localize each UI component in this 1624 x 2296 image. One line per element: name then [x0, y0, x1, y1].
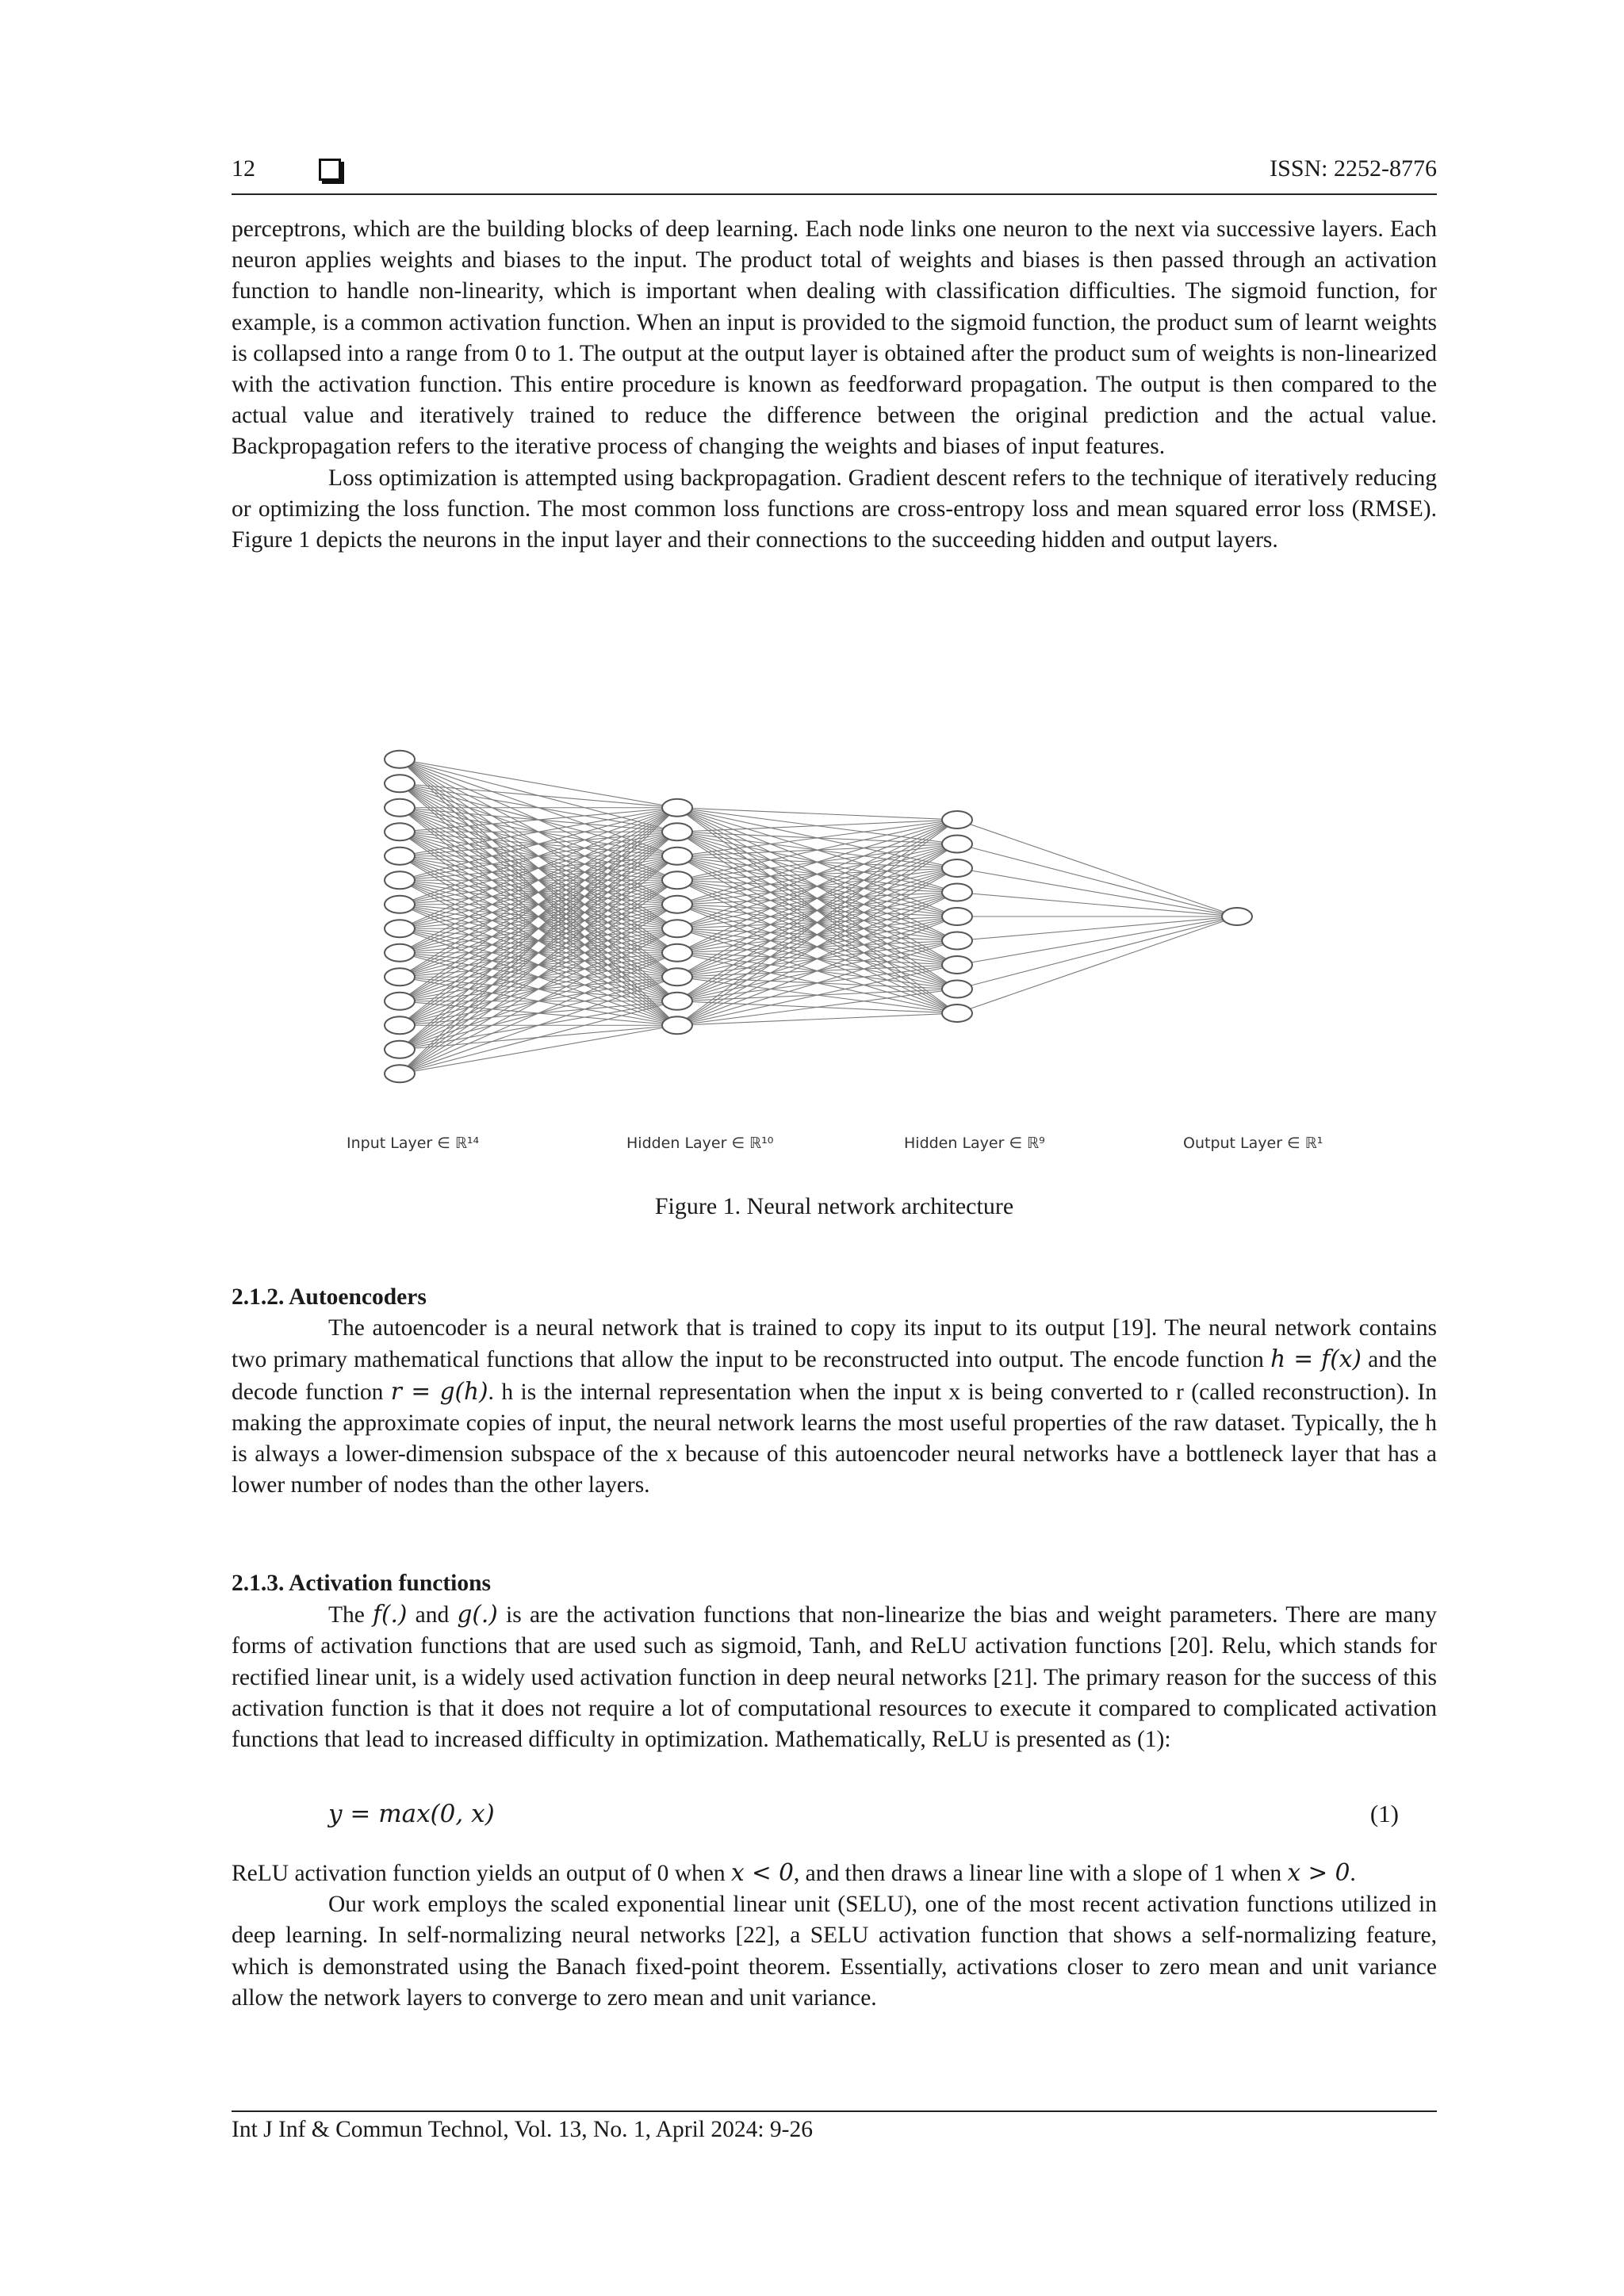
page-header — [232, 155, 1437, 195]
relu-selu-text — [232, 1858, 1437, 2014]
equation-number: (1) — [1369, 1800, 1399, 1827]
section-activation — [232, 1568, 1437, 1755]
page-footer: Int J Inf & Commun Technol, Vol. 13, No. 1, April 2024: 9-26 — [232, 2110, 1437, 2143]
neuron-node — [662, 896, 692, 913]
paragraph: The autoencoder is a neural network that is trained to copy its input to its output [19]. The neural network contains two primary mathematical functions that allow the input to be reconstructed into output. The encode function h = f(x) and the decode function r = g(h). h is the internal representation when the input x is being converted to r (called reconstruction). In making the approximate copies of input, the neural network learns the most useful properties of the raw dataset. Typically, the h is always a lower-dimension subspace of the x because of this autoencoder neural networks have a bottleneck layer that has a lower number of nodes than the other layers. — [232, 1315, 1438, 1498]
connection-line — [957, 820, 1237, 916]
math-inline: f(.) — [373, 1601, 408, 1628]
neuron-node — [662, 968, 692, 985]
neuron-node — [942, 884, 972, 901]
paragraph: The f(.) and g(.) is are the activation functions that non-linearize the bias and weight parameters. There are many forms of activation functions that are used such as sigmoid, Tanh, and ReLU activation functions [20]. Relu, which stands for rectified linear unit, is a widely used activation function in deep neural networks [21]. The primary reason for the success of this activation function is that it does not require a lot of computational resources to execute it compared to complicated activation functions that lead to increased difficulty in optimization. Mathematically, ReLU is presented as (1): — [232, 1601, 1438, 1753]
neuron-node — [385, 993, 415, 1010]
math-inline: x > 0 — [1287, 1859, 1350, 1886]
neuron-node — [385, 968, 415, 985]
connection-line — [957, 916, 1237, 1013]
connections — [400, 760, 1237, 1074]
neuron-node — [385, 920, 415, 937]
neuron-node — [385, 775, 415, 792]
paragraph: perceptrons, which are the building blocks of deep learning. Each node links one neuron to the next via successive layers. Each neuron applies weights and biases to the input. The product total of weights and biases is then passed through an activation function to handle non-linearity, which is important when dealing with classification difficulties. The sigmoid function, for example, is a common activation function. When an input is provided to the sigmoid function, the product sum of learnt weights is collapsed into a range from 0 to 1. The output at the output layer is obtained after the product sum of weights is non-linearized with the activation function. This entire procedure is known as feedforward propagation. The output is then compared to the actual value and iteratively trained to reduce the difference between the original prediction and the actual value. Backpropagation refers to the iterative process of changing the weights and biases of input features. — [232, 216, 1437, 460]
connection-line — [400, 760, 677, 808]
neuron-node — [662, 848, 692, 865]
math-inline: h = f(x) — [1270, 1345, 1362, 1373]
connection-line — [957, 916, 1237, 989]
connection-line — [957, 868, 1237, 916]
section-autoencoders — [232, 1282, 1437, 1501]
hidden-layer-2-label: Hidden Layer ∈ ℝ⁹ — [904, 1135, 1045, 1152]
paragraph: Loss optimization is attempted using backpropagation. Gradient descent refers to the technique of iteratively reducing or optimizing the loss function. The most common loss functions are cross-entropy loss and mean squared error loss (RMSE). Figure 1 depicts the neurons in the input layer and their connections to the succeeding hidden and output layers. — [232, 465, 1437, 553]
equation-1 — [232, 1800, 1437, 1835]
neuron-node — [385, 944, 415, 962]
input-layer-label: Input Layer ∈ ℝ¹⁴ — [347, 1135, 480, 1152]
connection-line — [400, 1025, 677, 1073]
neuron-node — [385, 751, 415, 768]
hidden-layer-1-label: Hidden Layer ∈ ℝ¹⁰ — [626, 1135, 774, 1152]
neuron-node — [942, 981, 972, 998]
connection-line — [677, 1013, 957, 1025]
neuron-node — [385, 871, 415, 889]
neuron-node — [662, 993, 692, 1010]
connection-line — [957, 893, 1237, 917]
output-layer-label: Output Layer ∈ ℝ¹ — [1183, 1135, 1323, 1152]
neuron-node — [942, 956, 972, 974]
neuron-node — [385, 848, 415, 865]
paragraph: Our work employs the scaled exponential linear unit (SELU), one of the most recent activation functions utilized in deep learning. In self-normalizing neural networks [22], a SELU activation function that shows a self-normalizing feature, which is demonstrated using the Banach fixed-point theorem. Essentially, activations closer to zero mean and unit variance allow the network layers to converge to zero mean and unit variance. — [232, 1892, 1437, 2011]
connection-line — [957, 916, 1237, 965]
equation-expression: y = max(0, x) — [328, 1800, 495, 1828]
neuron-node — [385, 1016, 415, 1034]
neuron-node — [1222, 908, 1252, 925]
neuron-node — [662, 823, 692, 840]
math-inline: r = g(h) — [390, 1377, 488, 1405]
figure-caption: Figure 1. Neural network architecture — [654, 1193, 1014, 1219]
neuron-node — [942, 859, 972, 877]
neuron-node — [662, 799, 692, 817]
paragraph: ReLU activation function yields an output of 0 when x < 0, and then draws a linear line with a slope of 1 when x > 0. — [232, 1859, 1356, 1886]
math-inline: x < 0 — [731, 1859, 794, 1886]
connection-line — [400, 808, 677, 1074]
issn-label: ISSN: 2252-8776 — [1270, 155, 1437, 182]
neuron-node — [385, 1041, 415, 1058]
section-heading: 2.1.2. Autoencoders — [232, 1284, 427, 1310]
neuron-node — [662, 944, 692, 962]
neuron-node — [942, 932, 972, 950]
connection-line — [677, 808, 957, 820]
connection-line — [957, 916, 1237, 941]
neuron-node — [385, 799, 415, 817]
connection-line — [677, 820, 957, 832]
neuron-node — [385, 823, 415, 840]
math-inline: g(.) — [457, 1601, 498, 1628]
neural-network-figure — [333, 698, 1348, 1173]
square-bullet-icon — [319, 159, 341, 181]
neuron-node — [942, 1004, 972, 1022]
neuron-node — [385, 896, 415, 913]
neuron-node — [662, 1016, 692, 1034]
neuron-node — [662, 920, 692, 937]
neuron-node — [942, 811, 972, 828]
neuron-node — [385, 1065, 415, 1082]
neuron-node — [662, 871, 692, 889]
intro-text — [232, 214, 1437, 556]
connection-line — [957, 844, 1237, 917]
neuron-node — [942, 836, 972, 853]
section-heading: 2.1.3. Activation functions — [232, 1571, 491, 1596]
page-number: 12 — [232, 155, 255, 182]
neuron-node — [942, 908, 972, 925]
